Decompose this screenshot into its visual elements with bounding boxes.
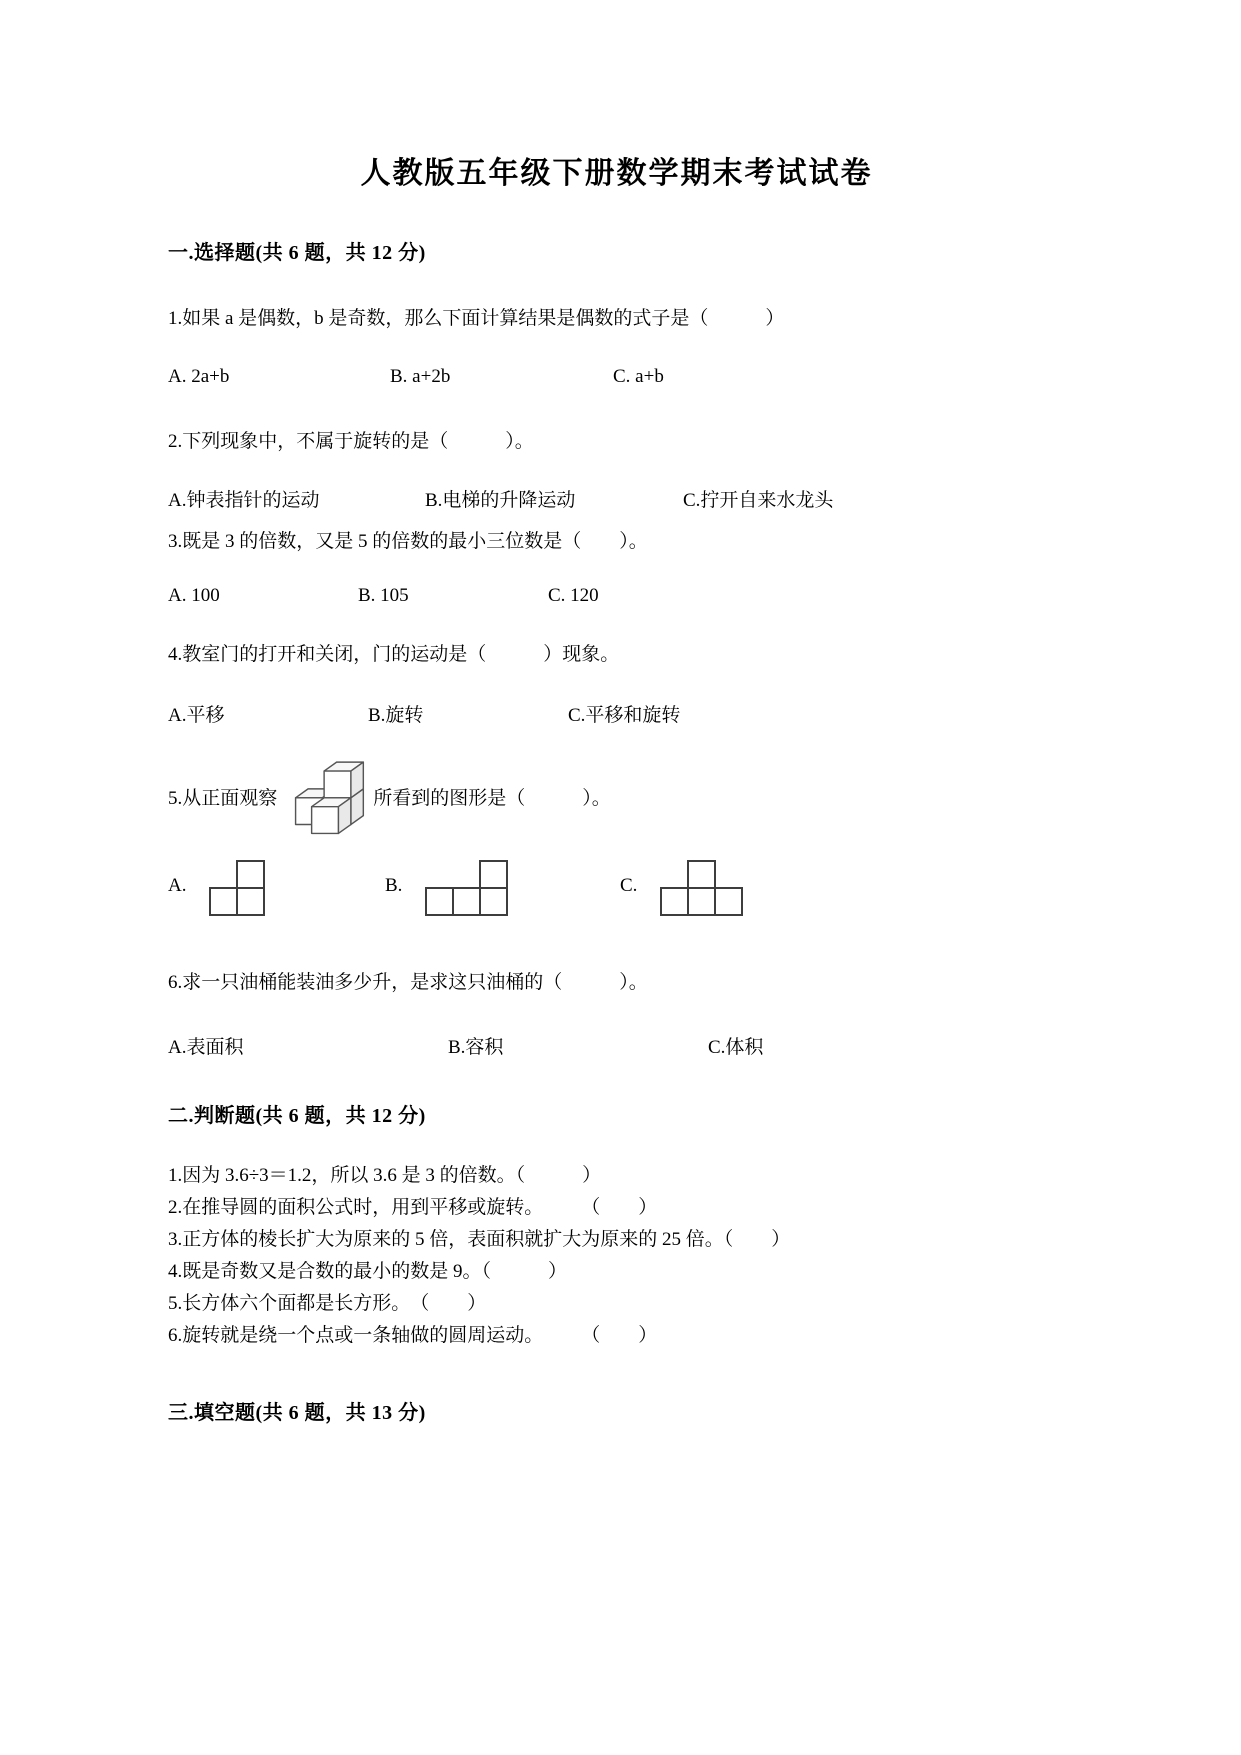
question-4-options xyxy=(168,700,1171,727)
option-c xyxy=(620,861,742,915)
question-3: 3.既是 3 的倍数，又是 5 的倍数的最小三位数是（ ）。 xyxy=(168,531,648,552)
option-a-letter: A. xyxy=(168,875,187,896)
option-b: B.容积 xyxy=(448,1037,504,1058)
judge-item-5: 5.长方体六个面都是长方形。 （ ） xyxy=(168,1293,487,1314)
option-b xyxy=(385,861,620,915)
option-b: B.旋转 xyxy=(368,705,424,726)
section-3-heading: 三.填空题(共 6 题，共 13 分) xyxy=(168,1402,426,1424)
question-3-options xyxy=(168,585,1171,607)
question-5-text-after: 所看到的图形是（ ）。 xyxy=(373,787,611,809)
option-c: C.拧开自来水龙头 xyxy=(683,490,834,511)
option-b: B. a+2b xyxy=(390,366,451,387)
option-c: C. a+b xyxy=(613,366,664,387)
judge-item-2: 2.在推导圆的面积公式时，用到平移或旋转。 （ ） xyxy=(168,1197,658,1218)
option-a: A. 2a+b xyxy=(168,366,230,387)
shape-c-figure xyxy=(661,861,742,915)
shape-a-figure xyxy=(210,861,264,915)
judgement-list xyxy=(168,1160,1171,1352)
option-a: A.表面积 xyxy=(168,1037,244,1058)
option-b-letter: B. xyxy=(385,875,403,896)
question-2-options xyxy=(168,485,1171,512)
judge-item-6: 6.旋转就是绕一个点或一条轴做的圆周运动。 （ ） xyxy=(168,1325,658,1346)
question-6: 6.求一只油桶能装油多少升，是求这只油桶的（ ）。 xyxy=(168,972,648,993)
page-title: 人教版五年级下册数学期末考试试卷 xyxy=(360,157,873,190)
judge-item-3: 3.正方体的棱长扩大为原来的 5 倍，表面积就扩大为原来的 25 倍。（ ） xyxy=(168,1229,791,1250)
option-a xyxy=(168,861,385,915)
option-a: A.平移 xyxy=(168,705,225,726)
option-b: B.电梯的升降运动 xyxy=(425,490,576,511)
option-b: B. 105 xyxy=(358,585,409,606)
question-2: 2.下列现象中，不属于旋转的是（ ）。 xyxy=(168,431,534,452)
question-5-options xyxy=(168,861,1171,915)
question-1: 1.如果 a 是偶数，b 是奇数，那么下面计算结果是偶数的式子是（ ） xyxy=(168,308,785,329)
question-5-text-before: 5.从正面观察 xyxy=(168,787,278,809)
option-c-letter: C. xyxy=(620,875,638,896)
section-1-heading: 一.选择题(共 6 题，共 12 分) xyxy=(168,242,426,264)
option-a: A. 100 xyxy=(168,585,220,606)
option-c: C.平移和旋转 xyxy=(568,705,681,726)
option-a: A.钟表指针的运动 xyxy=(168,490,320,511)
judge-item-1: 1.因为 3.6÷3＝1.2，所以 3.6 是 3 的倍数。（ ） xyxy=(168,1165,602,1186)
option-c: C.体积 xyxy=(708,1037,764,1058)
question-4: 4.教室门的打开和关闭，门的运动是（ ）现象。 xyxy=(168,644,620,665)
question-5 xyxy=(168,755,1171,837)
cube-stack-figure xyxy=(283,755,367,837)
shape-b-figure xyxy=(426,861,507,915)
option-c: C. 120 xyxy=(548,585,599,606)
judge-item-4: 4.既是奇数又是合数的最小的数是 9。（ ） xyxy=(168,1261,568,1282)
section-2-heading: 二.判断题(共 6 题，共 12 分) xyxy=(168,1105,426,1127)
question-6-options xyxy=(168,1032,1171,1059)
question-1-options xyxy=(168,366,1171,388)
